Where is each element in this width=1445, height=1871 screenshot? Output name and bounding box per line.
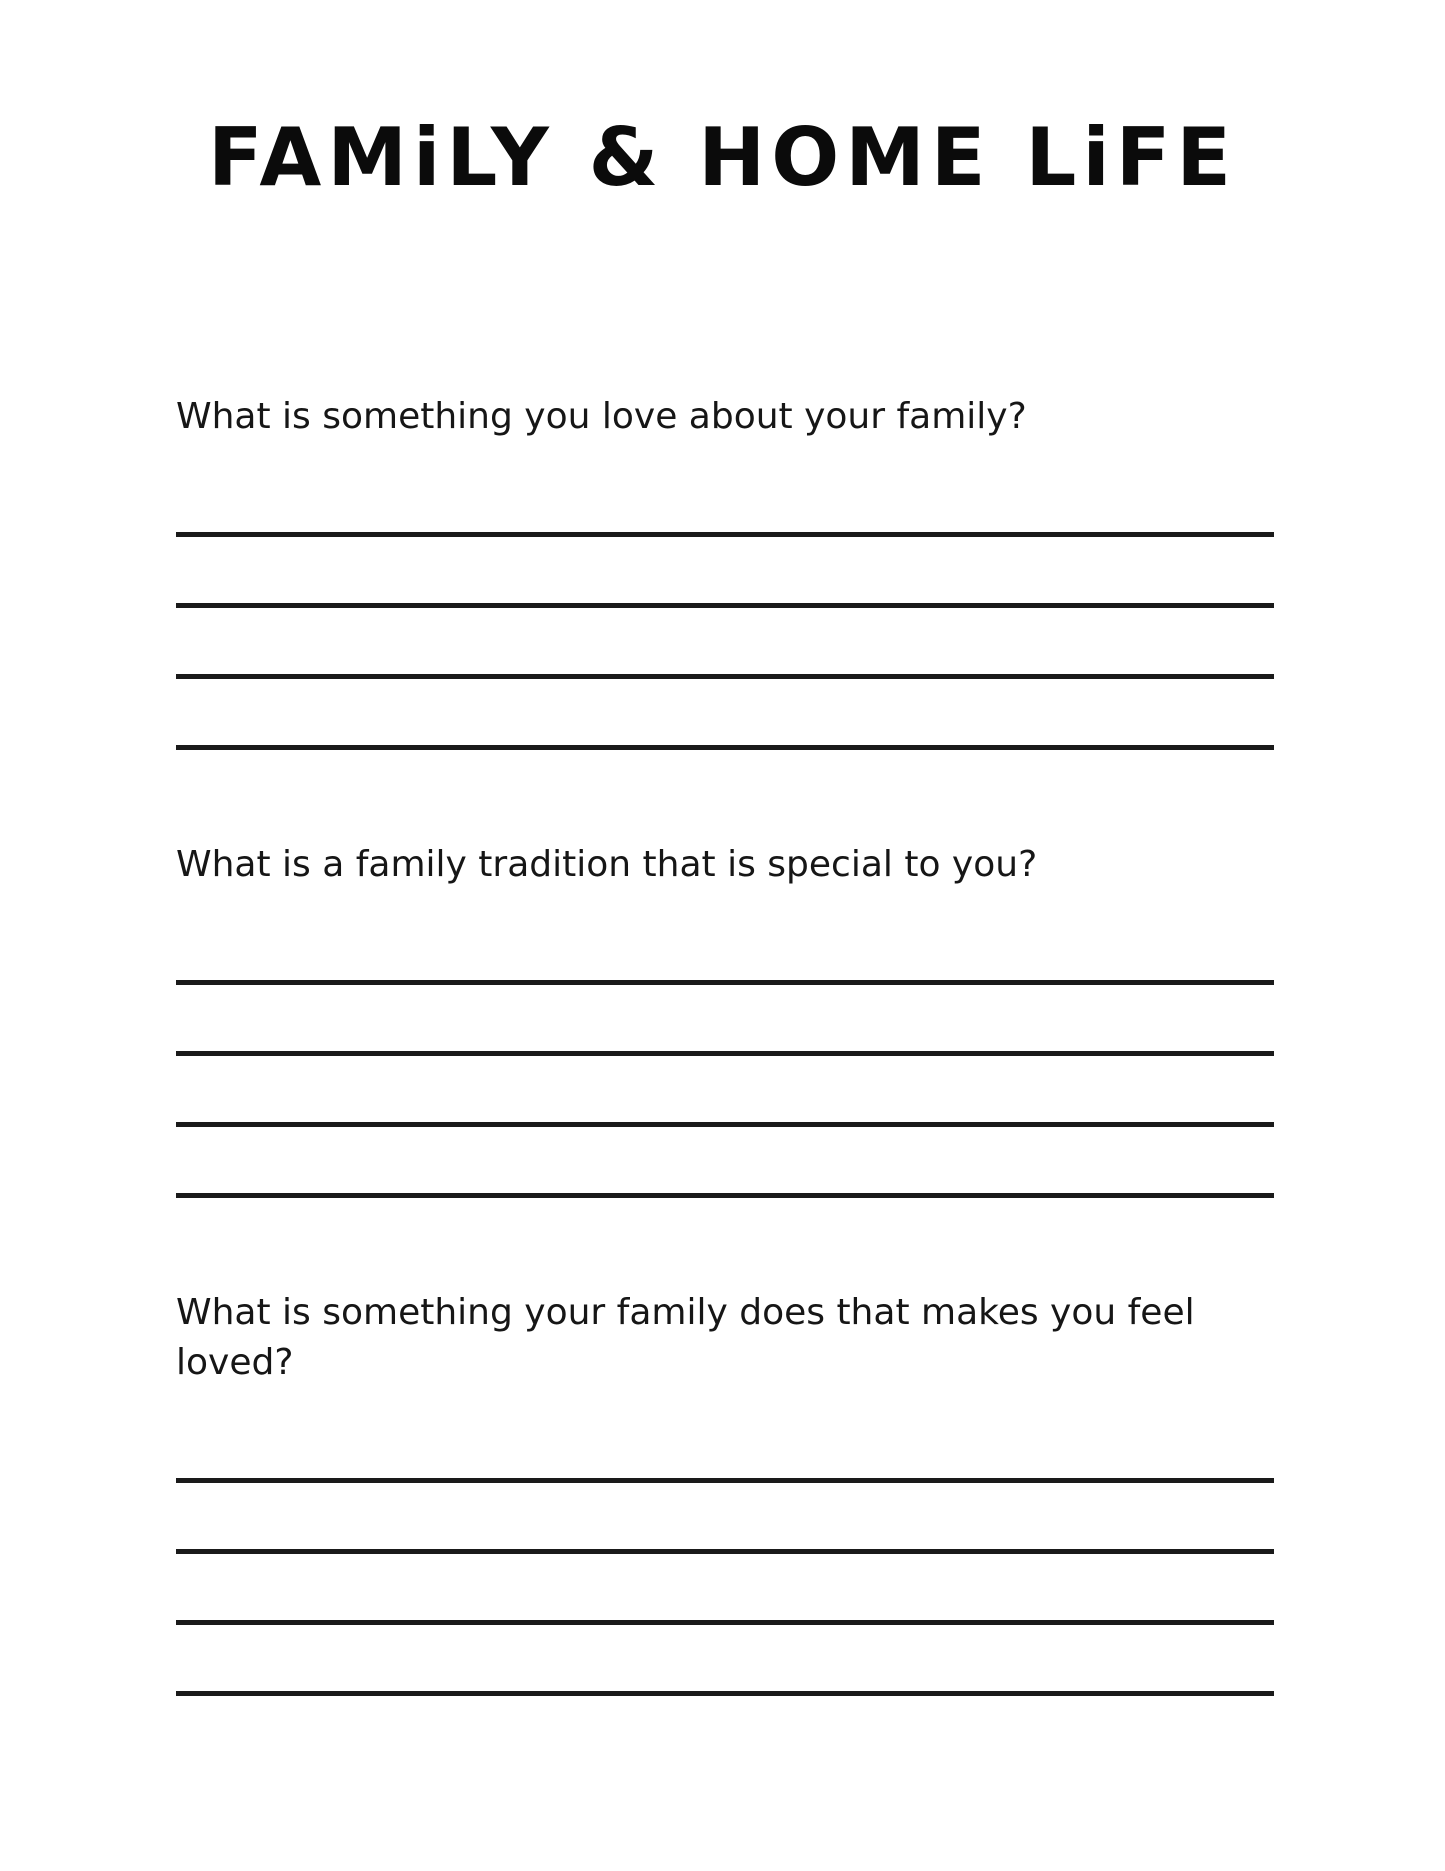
question-1: What is something you love about your family? [176, 396, 1027, 437]
question-3: What is something your family does that makes you feel loved? [176, 1292, 1195, 1383]
question-section-1 [176, 392, 1276, 442]
answer-line[interactable] [176, 532, 1274, 537]
answer-line[interactable] [176, 603, 1274, 608]
answer-line[interactable] [176, 980, 1274, 985]
answer-line[interactable] [176, 745, 1274, 750]
answer-line[interactable] [176, 1193, 1274, 1198]
page-title: FAMiLY & HOME LiFE [207, 111, 1238, 204]
answer-line[interactable] [176, 674, 1274, 679]
answer-line[interactable] [176, 1478, 1274, 1483]
answer-line[interactable] [176, 1051, 1274, 1056]
answer-line[interactable] [176, 1691, 1274, 1696]
question-2: What is a family tradition that is special to you? [176, 844, 1038, 885]
answer-line[interactable] [176, 1122, 1274, 1127]
answer-line[interactable] [176, 1549, 1274, 1554]
question-section-2 [176, 840, 1276, 890]
question-section-3 [176, 1288, 1276, 1388]
answer-line[interactable] [176, 1620, 1274, 1625]
